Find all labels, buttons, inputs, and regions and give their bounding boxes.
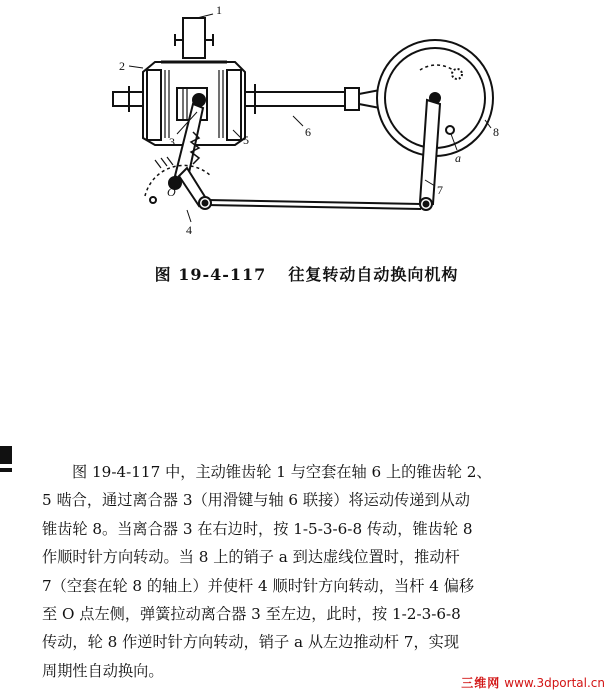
label-8: 8	[493, 125, 499, 139]
paragraph-line: 5 啮合，通过离合器 3（用滑键与轴 6 联接）将运动传递到从动	[42, 491, 470, 510]
label-6: 6	[305, 125, 311, 139]
pin-a	[446, 126, 454, 134]
mechanism-figure	[95, 0, 515, 250]
paragraph-line: 至 O 点左侧，弹簧拉动离合器 3 至左边，此时，按 1-2-3-6-8	[42, 605, 461, 624]
paragraph-line: 锥齿轮 8。当离合器 3 在右边时，按 1-5-3-6-8 传动，锥齿轮 8	[42, 519, 473, 538]
watermark-url: www.3dportal.cn	[504, 676, 605, 690]
margin-marker	[0, 446, 12, 464]
body-paragraph	[42, 458, 602, 685]
link-rod	[207, 200, 421, 204]
label-4: 4	[186, 223, 192, 237]
paragraph-line: 传动，轮 8 作逆时针方向转动，销子 a 从左边推动杆 7，实现	[42, 633, 460, 652]
figure-title: 往复转动自动换向机构	[288, 265, 459, 284]
label-5: 5	[243, 133, 249, 147]
paragraph-line: 作顺时针方向转动。当 8 上的销子 a 到达虚线位置时，推动杆	[42, 548, 460, 567]
watermark	[461, 674, 605, 691]
mechanism-diagram	[95, 0, 515, 250]
paragraph-line: 7（空套在轮 8 的轴上）并使杆 4 顺时针方向转动，当杆 4 偏移	[42, 576, 475, 595]
label-a: a	[455, 151, 461, 165]
watermark-name: 三维网	[461, 676, 501, 690]
figure-caption	[0, 262, 613, 285]
label-o: O	[167, 185, 176, 199]
shaft-6	[245, 92, 345, 106]
paragraph-line: 周期性自动换向。	[42, 661, 164, 680]
label-2: 2	[119, 59, 125, 73]
label-1: 1	[216, 3, 222, 17]
label-7: 7	[437, 183, 443, 197]
paragraph-line: 图 19-4-117 中，主动锥齿轮 1 与空套在轴 6 上的锥齿轮 2、	[72, 463, 492, 481]
label-3: 3	[169, 135, 175, 149]
figure-number: 图 19-4-117	[154, 265, 267, 284]
input-shaft	[183, 18, 205, 58]
